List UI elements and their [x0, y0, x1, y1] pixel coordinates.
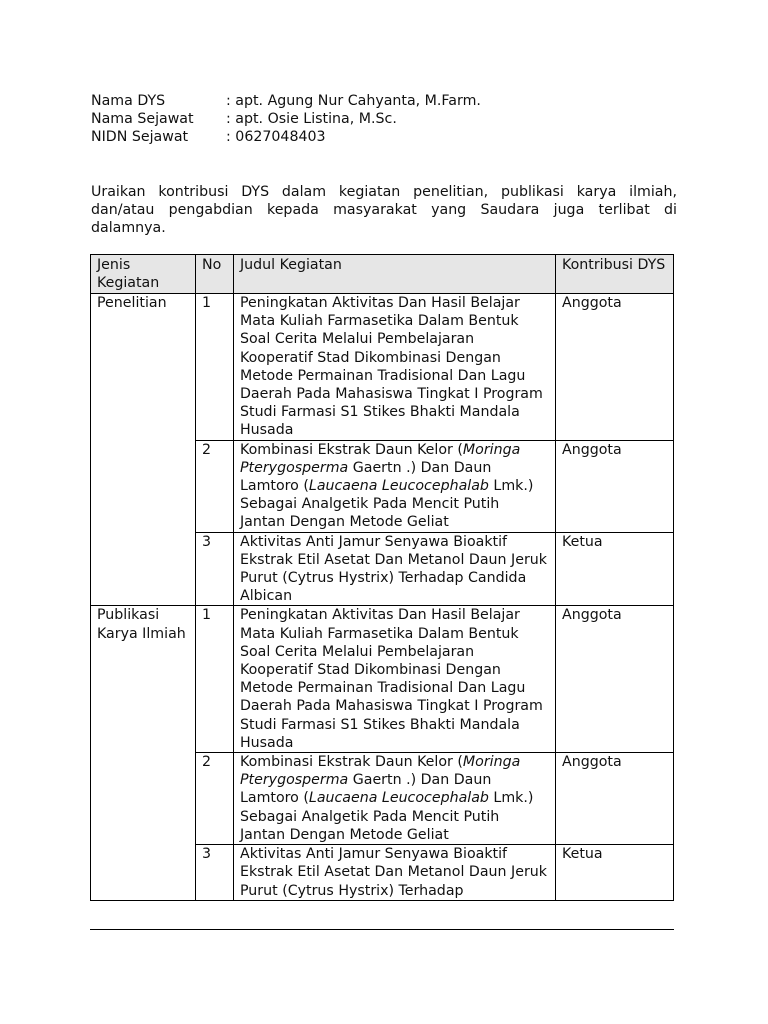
cell-kontribusi-dys: Anggota: [556, 294, 674, 441]
cell-kontribusi-dys: Anggota: [556, 606, 674, 753]
cell-kontribusi-dys: Ketua: [556, 845, 674, 901]
header-kontribusi-dys: Kontribusi DYS: [556, 255, 674, 294]
header-no: No: [196, 255, 234, 294]
cell-no: 2: [196, 753, 234, 845]
table-body: [91, 294, 674, 901]
identity-block: [91, 92, 481, 147]
cell-no: 2: [196, 440, 234, 532]
header-judul-kegiatan: Judul Kegiatan: [234, 255, 556, 294]
cell-judul-kegiatan: Peningkatan Aktivitas Dan Hasil Belajar Mata Kuliah Farmasetika Dalam Bentuk Soal Cerita Melalui Pembelajaran Kooperatif Stad Dikombinasi Dengan Metode Permainan Tradisional Dan Lagu Daerah Pada Mahasiswa Tingkat I Program Studi Farmasi S1 Stikes Bhakti Mandala Husada: [234, 294, 556, 441]
table-row: [91, 606, 674, 753]
cell-jenis-kegiatan: Publikasi Karya Ilmiah: [91, 606, 196, 900]
info-value: : apt. Agung Nur Cahyanta, M.Farm.: [226, 93, 481, 109]
activity-table: [90, 254, 674, 901]
table-row: [91, 294, 674, 441]
cell-judul-kegiatan: Kombinasi Ekstrak Daun Kelor (Moringa Pterygosperma Gaertn .) Dan Daun Lamtoro (Laucaena Leucocephalab Lmk.) Sebagai Analgetik Pada Mencit Putih Jantan Dengan Metode Geliat: [234, 440, 556, 532]
cell-no: 3: [196, 845, 234, 901]
cell-no: 1: [196, 294, 234, 441]
cell-kontribusi-dys: Ketua: [556, 532, 674, 606]
cell-judul-kegiatan: Kombinasi Ekstrak Daun Kelor (Moringa Pterygosperma Gaertn .) Dan Daun Lamtoro (Laucaena Leucocephalab Lmk.) Sebagai Analgetik Pada Mencit Putih Jantan Dengan Metode Geliat: [234, 753, 556, 845]
instruction-paragraph: Uraikan kontribusi DYS dalam kegiatan penelitian, publikasi karya ilmiah, dan/atau pengabdian kepada masyarakat yang Saudara juga terlibat di dalamnya.: [91, 184, 677, 237]
info-label: Nama DYS: [91, 93, 166, 109]
cell-judul-kegiatan: Aktivitas Anti Jamur Senyawa Bioaktif Ekstrak Etil Asetat Dan Metanol Daun Jeruk Purut (Cytrus Hystrix) Terhadap Candida Albican: [234, 532, 556, 606]
info-value: : apt. Osie Listina, M.Sc.: [226, 111, 397, 128]
info-row-nidn-sejawat: [91, 128, 481, 146]
info-row-nama-dys: [91, 92, 481, 110]
activity-table-container: [90, 254, 674, 930]
info-row-nama-sejawat: [91, 110, 481, 128]
cell-jenis-kegiatan: Penelitian: [91, 294, 196, 606]
cell-kontribusi-dys: Anggota: [556, 440, 674, 532]
info-label: NIDN Sejawat: [91, 129, 189, 146]
header-jenis-kegiatan: Jenis Kegiatan: [91, 255, 196, 294]
cell-kontribusi-dys: Anggota: [556, 753, 674, 845]
info-label: Nama Sejawat: [91, 111, 194, 128]
cell-judul-kegiatan: Peningkatan Aktivitas Dan Hasil Belajar Mata Kuliah Farmasetika Dalam Bentuk Soal Cerita Melalui Pembelajaran Kooperatif Stad Dikombinasi Dengan Metode Permainan Tradisional Dan Lagu Daerah Pada Mahasiswa Tingkat I Program Studi Farmasi S1 Stikes Bhakti Mandala Husada: [234, 606, 556, 753]
cell-no: 1: [196, 606, 234, 753]
cell-no: 3: [196, 532, 234, 606]
cell-judul-kegiatan: Aktivitas Anti Jamur Senyawa Bioaktif Ekstrak Etil Asetat Dan Metanol Daun Jeruk Purut (Cytrus Hystrix) Terhadap: [234, 845, 556, 901]
table-header-row: [91, 255, 674, 294]
info-value: : 0627048403: [226, 129, 326, 146]
